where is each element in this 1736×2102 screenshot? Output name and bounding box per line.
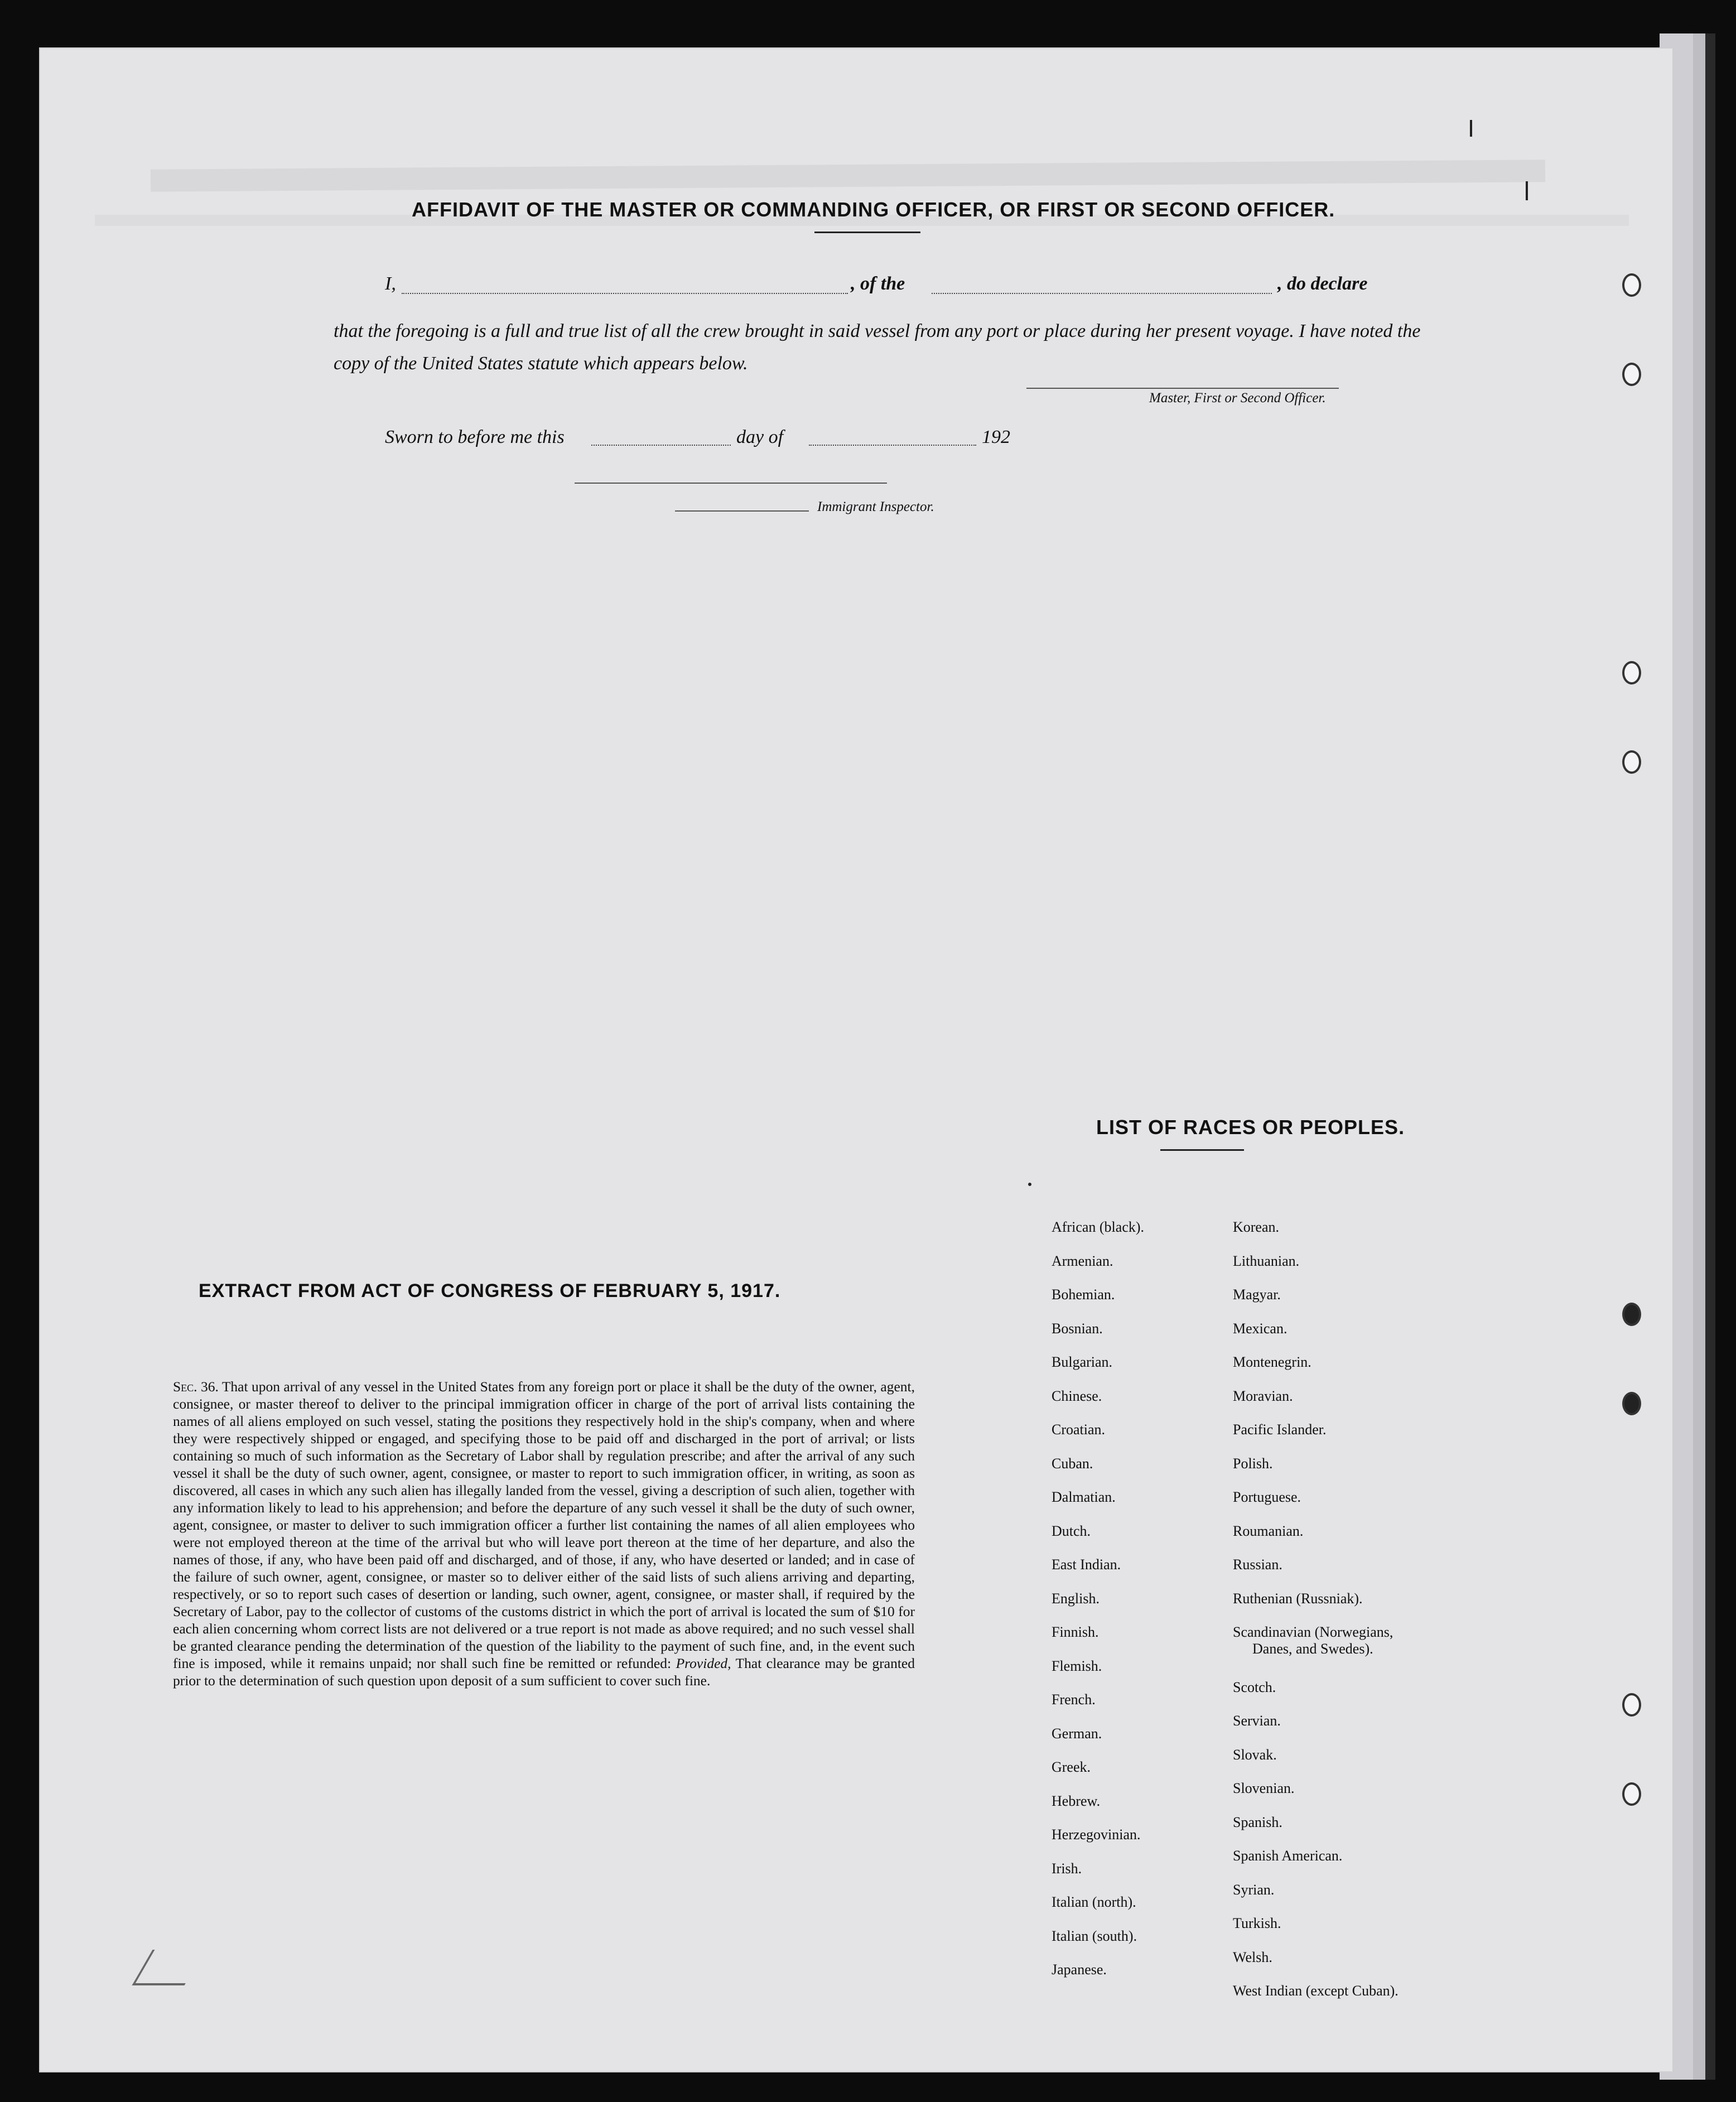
race-item: Pacific Islander. [1233,1421,1327,1438]
race-item: Moravian. [1233,1387,1293,1404]
name-blank [402,293,848,294]
document-page [39,47,1674,2072]
binding-hole [1622,1392,1641,1415]
race-item: Scotch. [1233,1679,1276,1695]
race-item: Danes, and Swedes). [1252,1641,1373,1657]
affidavit-body: that the foregoing is a full and true list of all the crew brought in said vessel from any port or place during her present voyage. I have noted the copy of the United States statute which appears below. [334,321,1421,374]
race-item: Croatian. [1052,1421,1106,1438]
race-item: Roumanian. [1233,1522,1304,1539]
race-item: Syrian. [1233,1881,1275,1898]
month-blank [809,445,976,446]
race-item: Lithuanian. [1233,1252,1300,1269]
race-item: Ruthenian (Russniak). [1233,1590,1363,1607]
extract-title: EXTRACT FROM ACT OF CONGRESS OF FEBRUARY 5, 1917. [199,1280,781,1301]
inspector-name-line [675,510,809,512]
race-item: Italian (south). [1052,1927,1137,1944]
dot-mark [1028,1183,1031,1186]
page-stack-edge [1693,33,1705,2080]
race-item: Flemish. [1052,1657,1102,1674]
race-item: Turkish. [1233,1915,1281,1931]
pen-mark [1470,120,1472,137]
signature-label: Master, First or Second Officer. [1149,390,1326,406]
race-item: Bosnian. [1052,1320,1103,1337]
race-item: Greek. [1052,1759,1091,1775]
binding-hole [1622,1782,1641,1806]
section-text-end: That clearance may be granted prior to the determination of such question upon deposit of a sum sufficient to cover such fine. [173,1655,915,1689]
section-label: Sec. 36. [173,1378,219,1395]
binding-hole [1622,363,1641,386]
provided-word: Provided, [676,1655,731,1671]
signature-line [1026,388,1339,389]
race-item: Armenian. [1052,1252,1113,1269]
race-item: West Indian (except Cuban). [1233,1983,1399,1999]
race-item: French. [1052,1691,1096,1708]
race-item: Magyar. [1233,1286,1281,1303]
races-title: LIST OF RACES OR PEOPLES. [1096,1116,1405,1139]
affidavit-declare: , do declare [1277,273,1368,294]
race-item: Italian (north). [1052,1894,1136,1910]
race-item: Hebrew. [1052,1792,1101,1809]
race-item: Spanish. [1233,1814,1282,1830]
affidavit-title: AFFIDAVIT OF THE MASTER OR COMMANDING OFFICER, OR FIRST OR SECOND OFFICER. [412,198,1335,221]
race-item: Servian. [1233,1713,1281,1729]
page-stack-edge [1705,33,1715,2080]
handwritten-mark [132,1950,205,1985]
affidavit-i: I, [385,273,396,294]
title-underline [814,232,920,233]
race-item: English. [1052,1590,1100,1607]
race-item: Montenegrin. [1233,1354,1311,1370]
race-item: Dutch. [1052,1522,1091,1539]
race-item: Cuban. [1052,1455,1093,1472]
vessel-blank [932,293,1272,294]
binding-hole [1622,273,1641,297]
race-item: Slovak. [1233,1746,1277,1763]
race-item: Scandinavian (Norwegians, [1233,1624,1393,1640]
sworn-day-of: day of [736,427,784,447]
inspector-signature-line [575,483,887,484]
sworn-prefix: Sworn to before me this [385,427,565,447]
race-item: Dalmatian. [1052,1489,1116,1505]
section-36-text [173,1378,915,1689]
race-item: Herzegovinian. [1052,1826,1141,1843]
pen-mark [1526,181,1528,200]
binding-hole [1622,750,1641,774]
race-item: Finnish. [1052,1624,1099,1640]
affidavit-of-the: , of the [851,273,905,294]
binding-hole [1622,661,1641,684]
race-item: Spanish American. [1233,1848,1343,1864]
race-item: Welsh. [1233,1949,1272,1965]
races-title-underline [1160,1149,1244,1151]
binding-hole [1622,1693,1641,1717]
sworn-year: 192 [982,427,1010,447]
race-item: Chinese. [1052,1387,1102,1404]
race-item: African (black). [1052,1219,1145,1235]
inspector-label: Immigrant Inspector. [817,499,934,514]
day-blank [591,445,731,446]
race-item: Bulgarian. [1052,1354,1113,1370]
race-item: German. [1052,1725,1102,1742]
race-item: Portuguese. [1233,1489,1301,1505]
binding-hole [1622,1303,1641,1326]
race-item: Polish. [1233,1455,1273,1472]
race-item: Mexican. [1233,1320,1287,1337]
race-item: Russian. [1233,1556,1282,1573]
race-item: Bohemian. [1052,1286,1115,1303]
race-item: Korean. [1233,1219,1280,1235]
section-text: That upon arrival of any vessel in the United States from any foreign port or place it shall be the duty of the owner, agent, consignee, or master thereof to deliver to the principal immigration officer in charge of the port of arrival lists containing the names of all aliens employed on such vessel, stating the positions they respectively hold in the ship's company, when and where they were respectively shipped or engaged, and specifying those to be paid off and discharged in the port of arrival; or lists containing so much of such information as the Secretary of Labor shall by regulation prescribe; and after the arrival of any such vessel it shall be the duty of such owner, agent, consignee, or master to report to such immigration officer, in writing, as soon as discovered, all cases in which any such alien has illegally landed from the vessel, giving a description of such alien, together with any information likely to lead to his apprehension; and before the departure of any such vessel it shall be the duty of such owner, agent, consignee, or master to deliver to such immigration officer a further list containing the names of all alien employees who were not employed thereon at the time of the arrival but who will leave port thereon at the time of her departure, and also the names of those, if any, who have been paid off and discharged, and of those, if any, who have deserted or landed; and in case of the failure of such owner, agent, consignee, or master so to deliver either of the said lists of such aliens arriving and departing, respectively, or so to report such cases of desertion or landing, such owner, agent, consignee, or master shall, if required by the Secretary of Labor, pay to the collector of customs of the customs district in which the port of arrival is located the sum of $10 for each alien concerning whom correct lists are not delivered or a true report is not made as above required; and no such vessel shall be granted clearance pending the determination of the question of the liability to the payment of such fine, and, in the event such fine is imposed, while it remains unpaid; nor shall such fine be remitted or refunded: [173,1378,915,1671]
race-item: Slovenian. [1233,1780,1295,1796]
race-item: Japanese. [1052,1961,1107,1978]
bleed-through-shadow [151,160,1545,191]
race-item: East Indian. [1052,1556,1121,1573]
race-item: Irish. [1052,1860,1082,1877]
